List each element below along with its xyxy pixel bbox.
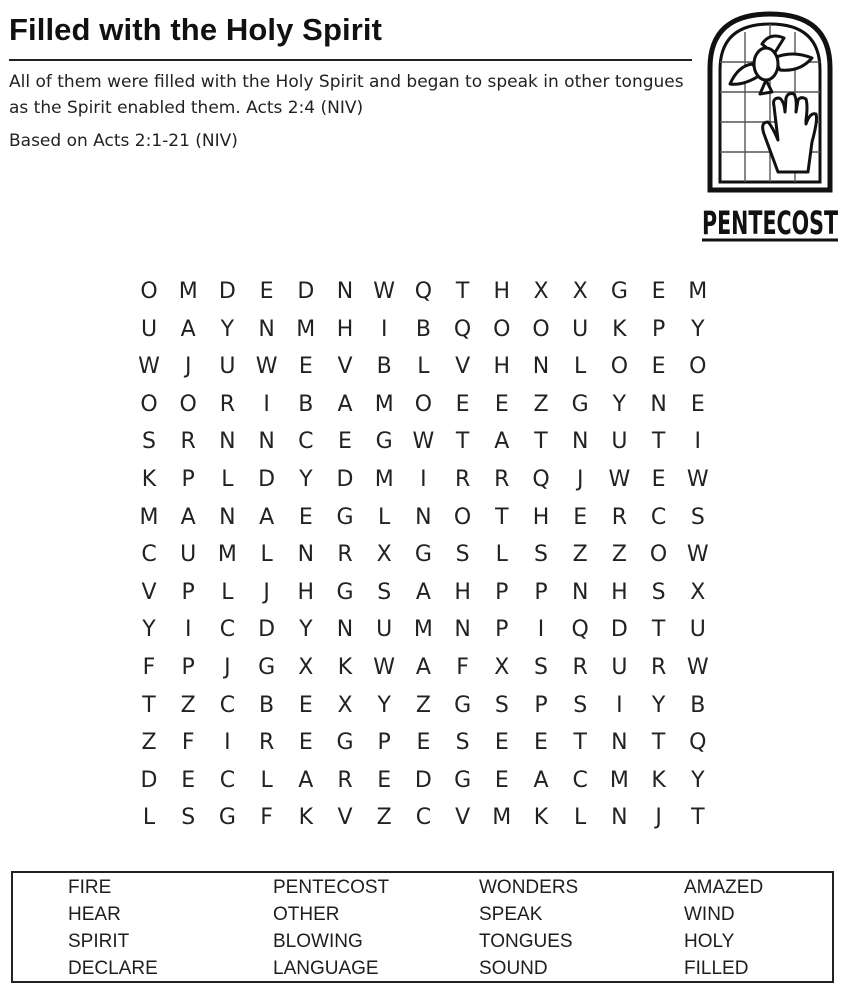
grid-letter: E xyxy=(651,354,666,380)
grid-letter: L xyxy=(260,542,273,568)
grid-letter: A xyxy=(337,391,353,417)
grid-letter: N xyxy=(611,730,628,756)
grid-letter: Q xyxy=(571,617,589,643)
grid-letter: M xyxy=(178,279,198,304)
grid-letter: F xyxy=(260,805,273,831)
grid-letter: Q xyxy=(689,730,707,756)
grid-letter: I xyxy=(537,617,545,643)
grid-letter: M xyxy=(374,391,394,417)
grid-letter: H xyxy=(493,279,511,304)
grid-letter: T xyxy=(691,805,705,831)
grid-letter: D xyxy=(218,279,236,304)
grid-letter: O xyxy=(179,391,197,417)
grid-letter: U xyxy=(140,316,158,342)
grid-letter: T xyxy=(573,730,587,756)
grid-letter: L xyxy=(221,467,234,492)
grid-letter: L xyxy=(142,805,156,831)
grid-letter: K xyxy=(533,805,549,831)
grid-letter: H xyxy=(454,579,471,605)
grid-letter: G xyxy=(454,767,472,793)
grid-letter: E xyxy=(494,391,509,417)
grid-letter: N xyxy=(650,391,667,417)
grid-letter: T xyxy=(455,279,470,304)
grid-letter: D xyxy=(258,467,276,492)
grid-letter: G xyxy=(258,655,276,680)
grid-letter: M xyxy=(217,542,237,568)
grid-letter: P xyxy=(651,316,666,342)
grid-letter: G xyxy=(414,542,432,568)
grid-letter: G xyxy=(375,429,393,455)
grid-letter: N xyxy=(336,617,354,643)
grid-letter: W xyxy=(255,354,278,380)
grid-letter: E xyxy=(690,391,705,417)
grid-letter: D xyxy=(140,767,158,793)
grid-letter: E xyxy=(651,467,666,492)
grid-letter: I xyxy=(420,467,427,492)
grid-letter: P xyxy=(495,579,509,605)
grid-letter: R xyxy=(650,655,667,680)
word-list-item: DECLARE xyxy=(68,958,158,979)
grid-letter: S xyxy=(534,542,548,568)
grid-letter: J xyxy=(184,354,192,380)
grid-letter: O xyxy=(532,316,550,342)
grid-letter: P xyxy=(534,579,548,605)
grid-letter: S xyxy=(651,579,666,605)
grid-letter: Y xyxy=(377,692,391,718)
grid-letter: T xyxy=(651,730,666,756)
word-list-item: WONDERS xyxy=(479,877,579,898)
grid-letter: G xyxy=(610,279,628,304)
grid-letter: S xyxy=(455,542,470,568)
grid-letter: O xyxy=(140,391,158,417)
grid-letter: S xyxy=(377,579,392,605)
grid-letter: M xyxy=(374,467,394,492)
grid-letter: D xyxy=(610,617,628,643)
grid-letter: B xyxy=(690,692,706,718)
grid-letter: G xyxy=(571,391,589,417)
grid-letter: P xyxy=(377,730,391,756)
grid-letter: O xyxy=(414,391,433,417)
grid-letter: E xyxy=(416,730,431,756)
grid-letter: S xyxy=(494,692,509,718)
grid-letter: E xyxy=(573,504,588,530)
grid-letter: I xyxy=(380,316,388,342)
word-list-item: FILLED xyxy=(684,958,749,979)
grid-letter: W xyxy=(138,354,160,380)
grid-letter: R xyxy=(494,467,510,492)
grid-letter: L xyxy=(417,354,430,380)
grid-letter: K xyxy=(612,316,627,342)
grid-letter: C xyxy=(141,542,157,568)
grid-letter: S xyxy=(142,429,156,455)
grid-letter: N xyxy=(415,504,432,530)
word-list-item: PENTECOST xyxy=(273,877,390,898)
grid-letter: N xyxy=(571,429,589,455)
pentecost-logo xyxy=(700,2,840,246)
grid-letter: E xyxy=(494,767,509,793)
grid-letter: U xyxy=(180,542,197,568)
word-list-item: AMAZED xyxy=(684,877,764,898)
grid-letter: R xyxy=(219,391,236,417)
grid-letter: C xyxy=(219,617,236,643)
grid-letter: B xyxy=(415,316,431,342)
grid-letter: R xyxy=(337,767,353,793)
word-list-item: BLOWING xyxy=(273,931,363,952)
grid-letter: Q xyxy=(532,467,550,492)
grid-letter: D xyxy=(414,767,432,793)
grid-letter: O xyxy=(453,504,472,530)
grid-letter: T xyxy=(495,504,509,530)
grid-letter: T xyxy=(651,617,666,643)
grid-letter: Q xyxy=(453,316,472,342)
grid-letter: X xyxy=(298,655,314,680)
grid-letter: X xyxy=(572,279,588,304)
grid-letter: T xyxy=(455,429,470,455)
grid-letter: I xyxy=(694,429,702,455)
grid-letter: P xyxy=(181,467,195,492)
grid-letter: Z xyxy=(533,391,549,417)
word-list-item: LANGUAGE xyxy=(273,958,379,979)
grid-letter: V xyxy=(337,805,353,831)
grid-letter: B xyxy=(298,391,314,417)
grid-letter: E xyxy=(377,767,392,793)
grid-letter: N xyxy=(611,805,628,831)
grid-letter: K xyxy=(337,655,353,680)
grid-letter: E xyxy=(298,504,313,530)
grid-letter: S xyxy=(573,692,588,718)
grid-letter: U xyxy=(689,617,706,643)
grid-letter: V xyxy=(455,805,471,831)
grid-letter: N xyxy=(571,579,589,605)
grid-letter: Z xyxy=(376,805,392,831)
grid-letter: T xyxy=(142,692,156,718)
stained-glass-dove-and-hand-icon xyxy=(710,14,830,190)
grid-letter: B xyxy=(376,354,392,380)
grid-letter: M xyxy=(492,805,512,831)
grid-letter: V xyxy=(455,354,471,380)
grid-letter: G xyxy=(218,805,236,831)
word-list-item: HEAR xyxy=(68,904,121,925)
grid-letter: C xyxy=(298,429,314,455)
page-title: Filled with the Holy Spirit xyxy=(9,12,382,47)
grid-letter: Z xyxy=(180,692,196,718)
grid-letter: W xyxy=(412,429,435,455)
grid-letter: R xyxy=(180,429,196,455)
grid-letter: S xyxy=(690,504,705,530)
grid-letter: Y xyxy=(142,617,156,643)
grid-letter: W xyxy=(373,279,396,304)
grid-letter: P xyxy=(181,655,195,680)
grid-letter: F xyxy=(456,655,469,680)
grid-letter: K xyxy=(141,467,157,492)
grid-letter: N xyxy=(219,429,236,455)
grid-letter: L xyxy=(260,767,273,793)
grid-letter: R xyxy=(258,730,275,756)
grid-letter: E xyxy=(534,730,548,756)
grid-letter: D xyxy=(258,617,276,643)
grid-letter: A xyxy=(180,316,196,342)
grid-letter: S xyxy=(455,730,470,756)
grid-letter: C xyxy=(572,767,588,793)
grid-letter: I xyxy=(263,391,270,417)
grid-letter: J xyxy=(224,655,231,680)
grid-letter: X xyxy=(376,542,392,568)
grid-letter: L xyxy=(495,542,508,568)
grid-letter: W xyxy=(373,655,396,680)
grid-letter: O xyxy=(140,279,158,304)
grid-letter: A xyxy=(415,655,431,680)
grid-letter: K xyxy=(651,767,666,793)
grid-letter: C xyxy=(219,692,236,718)
grid-letter: T xyxy=(651,429,666,455)
grid-letter: X xyxy=(533,279,549,304)
grid-letter: E xyxy=(259,279,274,304)
grid-letter: N xyxy=(258,429,275,455)
grid-letter: Z xyxy=(611,542,627,568)
word-list-item: SPIRIT xyxy=(68,931,130,952)
grid-letter: Y xyxy=(691,767,705,793)
grid-letter: H xyxy=(611,579,628,605)
grid-letter: G xyxy=(336,504,354,530)
grid-letter: W xyxy=(686,655,709,680)
grid-letter: J xyxy=(655,805,662,831)
grid-letter: T xyxy=(534,429,548,455)
scripture-verse: All of them were filled with the Holy Spirit and began to speak in other tongues as the Spirit enabled them. Acts 2:4 (NIV) xyxy=(9,72,684,118)
grid-letter: L xyxy=(221,579,234,605)
grid-letter: Y xyxy=(220,316,235,342)
grid-letter: Y xyxy=(299,617,313,643)
grid-letter: J xyxy=(576,467,584,492)
word-list-item: HOLY xyxy=(684,931,735,952)
grid-letter: P xyxy=(534,692,548,718)
grid-letter: W xyxy=(608,467,631,492)
grid-letter: E xyxy=(338,429,352,455)
grid-letter: R xyxy=(611,504,628,530)
grid-letter: F xyxy=(142,655,156,680)
grid-letter: I xyxy=(616,692,623,718)
word-list-item: WIND xyxy=(684,904,735,925)
grid-letter: L xyxy=(378,504,391,530)
grid-letter: P xyxy=(495,617,509,643)
grid-letter: N xyxy=(219,504,236,530)
grid-letter: M xyxy=(413,617,433,643)
grid-letter: A xyxy=(180,504,196,530)
grid-letter: E xyxy=(455,391,470,417)
grid-letter: A xyxy=(298,767,314,793)
grid-letter: U xyxy=(219,354,236,380)
grid-letter: G xyxy=(454,692,472,718)
grid-letter: A xyxy=(415,579,431,605)
grid-letter: N xyxy=(258,316,275,342)
grid-letter: M xyxy=(296,316,316,342)
word-list-item: TONGUES xyxy=(479,931,573,952)
grid-letter: C xyxy=(415,805,432,831)
grid-letter: M xyxy=(688,279,708,304)
grid-letter: V xyxy=(337,354,353,380)
title-divider xyxy=(9,59,692,61)
grid-letter: X xyxy=(494,655,510,680)
grid-letter: N xyxy=(532,354,550,380)
grid-letter: H xyxy=(297,579,315,605)
word-list-item: FIRE xyxy=(68,877,112,898)
grid-letter: Y xyxy=(612,391,627,417)
grid-letter: U xyxy=(376,617,393,643)
word-list-box xyxy=(11,871,834,983)
grid-letter: G xyxy=(336,730,354,756)
grid-letter: U xyxy=(572,316,589,342)
grid-letter: S xyxy=(534,655,548,680)
grid-letter: L xyxy=(574,354,587,380)
grid-letter: O xyxy=(689,354,707,380)
grid-letter: W xyxy=(686,467,709,492)
grid-letter: A xyxy=(533,767,549,793)
word-list-item: SPEAK xyxy=(479,904,543,925)
grid-letter: A xyxy=(259,504,275,530)
grid-letter: G xyxy=(336,579,354,605)
grid-letter: H xyxy=(493,354,511,380)
grid-letter: L xyxy=(574,805,587,831)
grid-letter: O xyxy=(649,542,668,568)
scripture-reference: Based on Acts 2:1-21 (NIV) xyxy=(9,131,238,151)
grid-letter: D xyxy=(336,467,354,492)
grid-letter: D xyxy=(297,279,315,304)
grid-letter: Q xyxy=(414,279,433,304)
grid-letter: W xyxy=(686,542,709,568)
grid-letter: Z xyxy=(572,542,588,568)
grid-letter: J xyxy=(263,579,270,605)
grid-letter: I xyxy=(184,617,192,643)
grid-letter: E xyxy=(181,767,196,793)
grid-letter: Z xyxy=(415,692,431,718)
grid-letter: Y xyxy=(691,316,705,342)
grid-letter: I xyxy=(224,730,231,756)
grid-letter: E xyxy=(298,730,313,756)
grid-letter: H xyxy=(532,504,550,530)
word-list-item: SOUND xyxy=(479,958,548,979)
grid-letter: O xyxy=(493,316,511,342)
grid-letter: F xyxy=(181,730,195,756)
grid-letter: R xyxy=(454,467,471,492)
grid-letter: U xyxy=(611,429,628,455)
grid-letter: B xyxy=(259,692,275,718)
grid-letter: E xyxy=(651,279,666,304)
word-list-item: OTHER xyxy=(273,904,340,925)
grid-letter: Z xyxy=(141,730,157,756)
grid-letter: V xyxy=(141,579,157,605)
grid-letter: S xyxy=(181,805,196,831)
grid-letter: U xyxy=(611,655,628,680)
grid-letter: E xyxy=(298,692,313,718)
grid-letter: O xyxy=(610,354,629,380)
grid-letter: E xyxy=(298,354,313,380)
grid-letter: H xyxy=(336,316,354,342)
grid-letter: R xyxy=(337,542,353,568)
grid-letter: N xyxy=(454,617,471,643)
grid-letter: R xyxy=(572,655,588,680)
grid-letter: M xyxy=(609,767,629,793)
grid-letter: Y xyxy=(299,467,313,492)
grid-letter: E xyxy=(494,730,509,756)
grid-letter: C xyxy=(650,504,667,530)
grid-letter: Y xyxy=(651,692,666,718)
grid-letter: X xyxy=(690,579,706,605)
grid-letter: P xyxy=(181,579,195,605)
grid-letter: M xyxy=(139,504,159,530)
grid-letter: A xyxy=(494,429,510,455)
grid-letter: X xyxy=(337,692,353,718)
grid-letter: N xyxy=(336,279,354,304)
grid-letter: N xyxy=(297,542,315,568)
logo-wordmark: PENTECOST xyxy=(702,204,839,242)
grid-letter: K xyxy=(298,805,314,831)
grid-letter: C xyxy=(219,767,236,793)
